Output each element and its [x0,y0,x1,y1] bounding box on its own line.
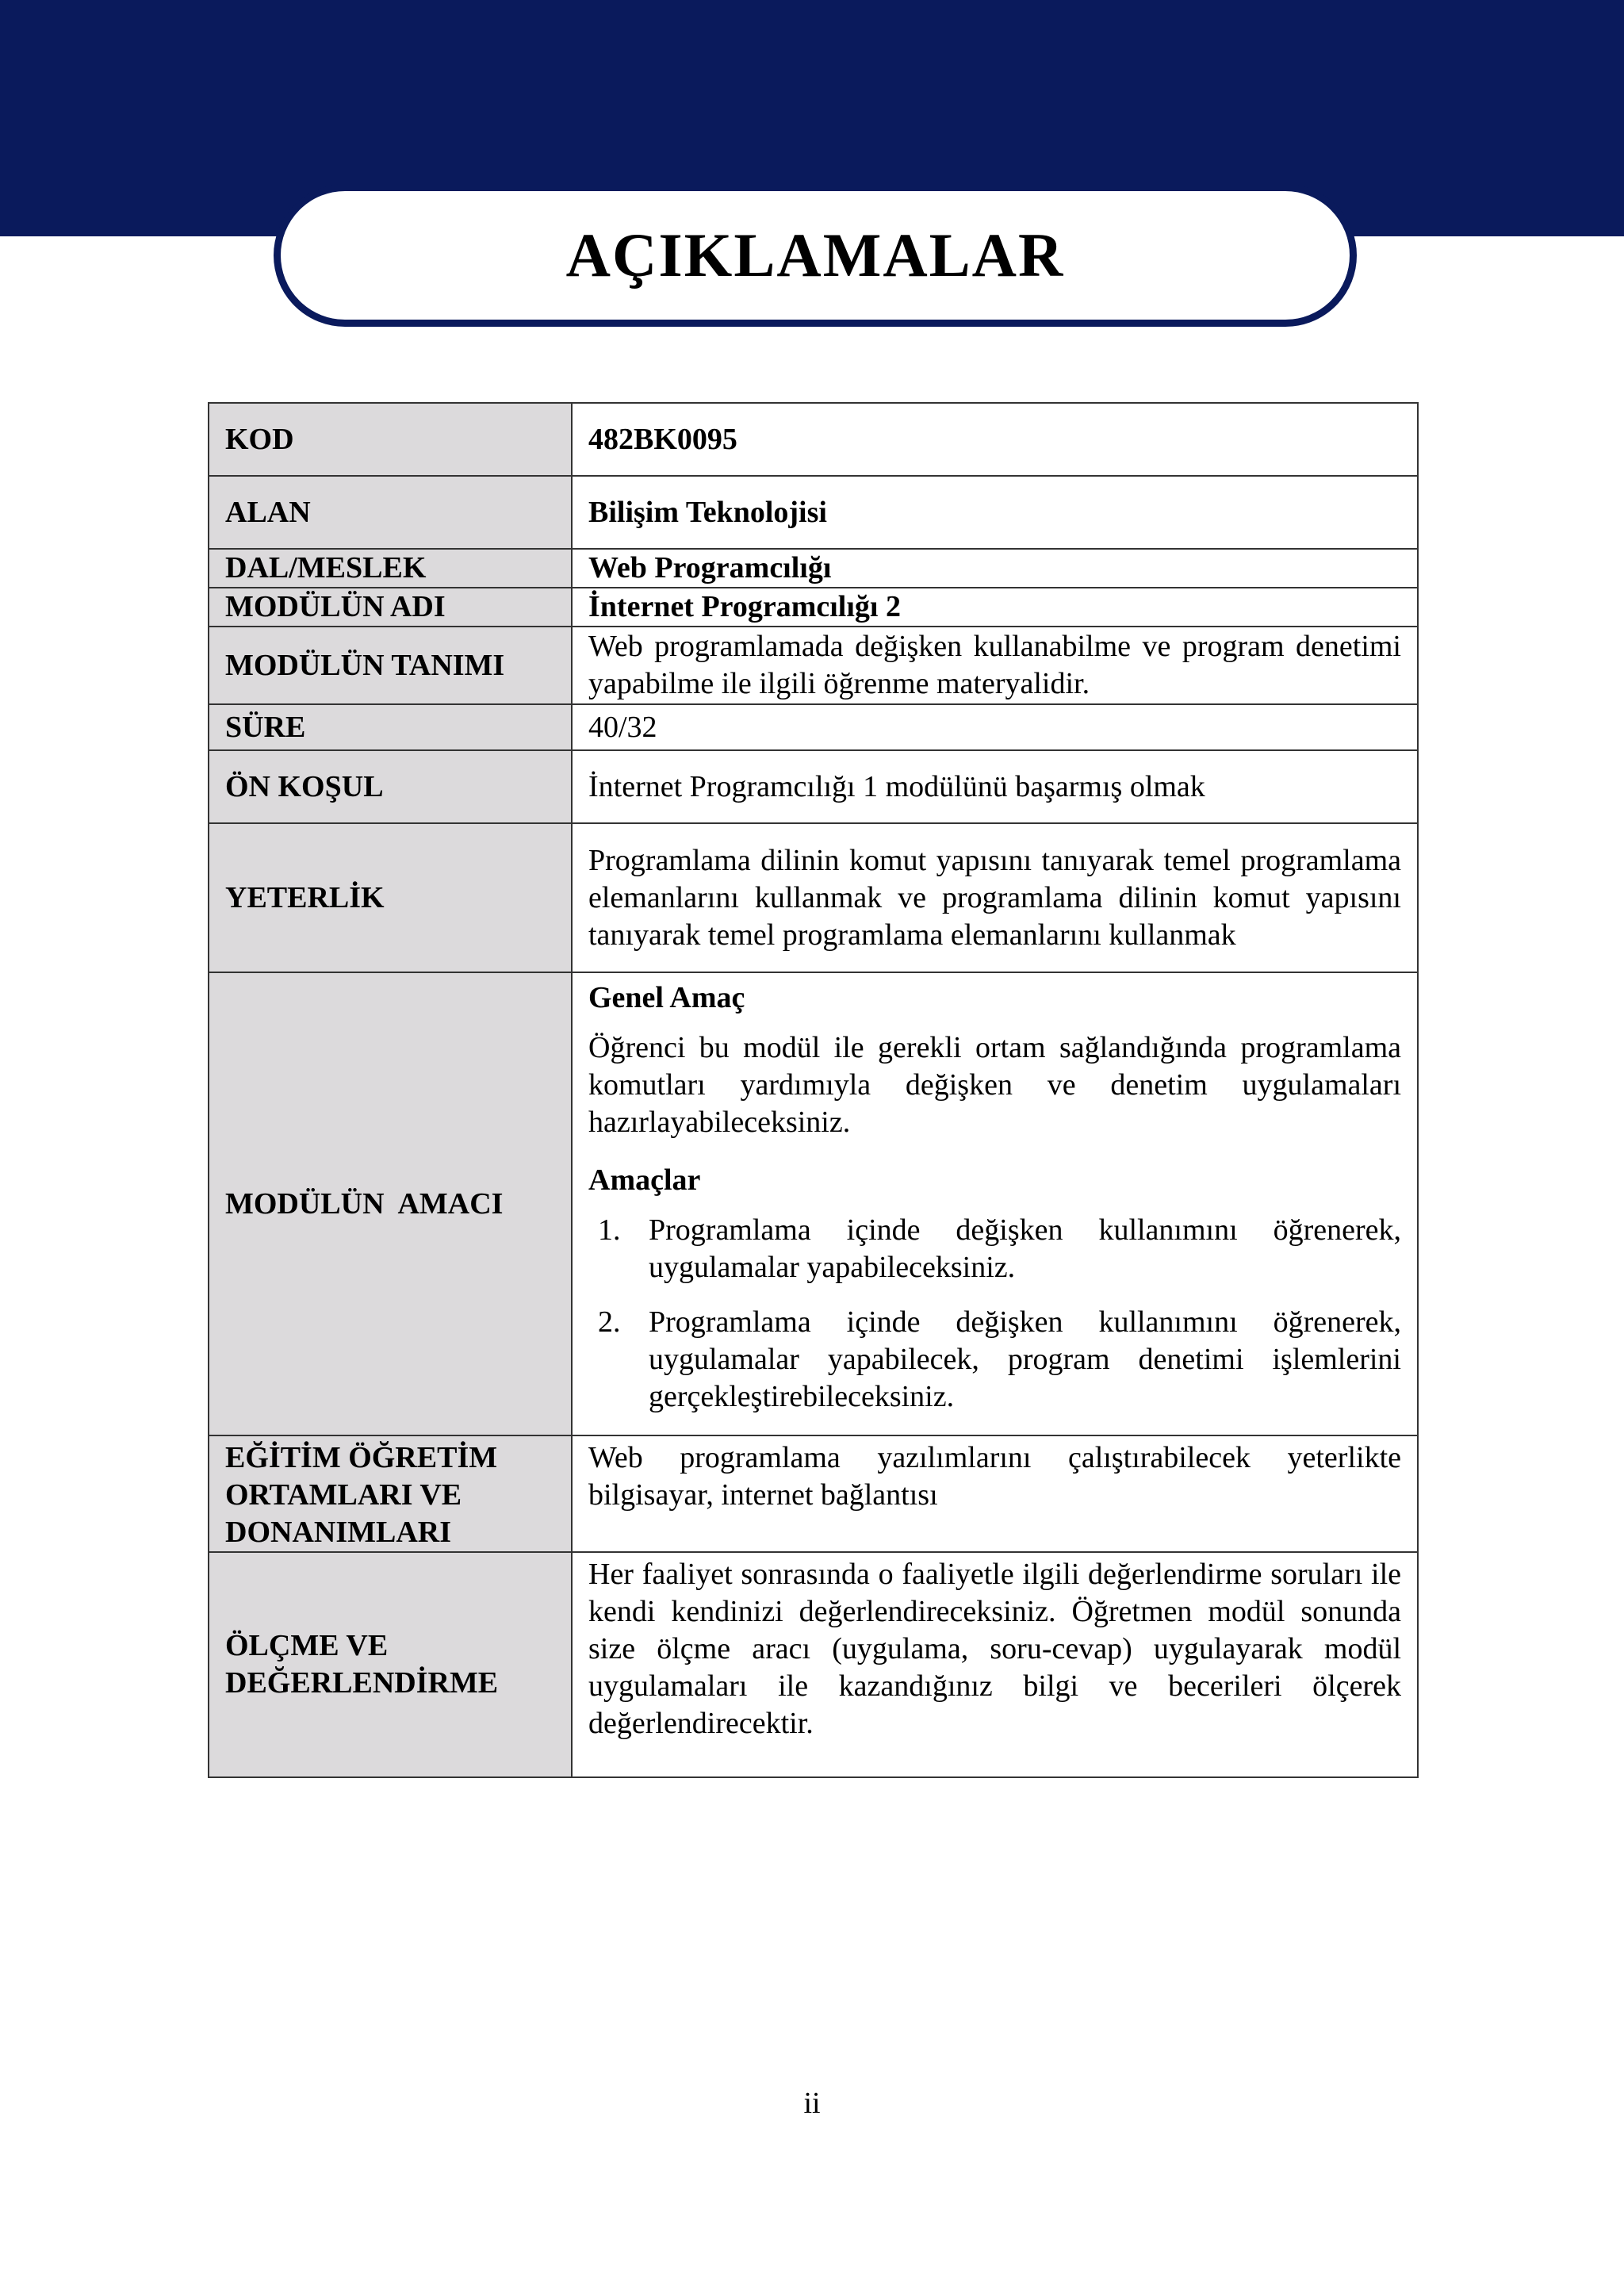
row-label-olcme: ÖLÇME VE DEĞERLENDİRME [209,1552,572,1777]
row-value-tanim: Web programlamada değişken kullanabilme ve program denetimi yapabilme ile ilgili öğrenme materyalidir. [572,627,1418,704]
table-row [209,1435,1418,1552]
row-value-dal: Web Programcılığı [572,549,1418,588]
row-label-kod: KOD [209,403,572,476]
table-row [209,549,1418,588]
module-info-table [208,402,1419,1778]
row-label-sure: SÜRE [209,704,572,750]
row-value-ortamlar: Web programlama yazılımlarını çalıştırabilecek yeterlikte bilgisayar, internet bağlantısı [572,1435,1418,1552]
aim-number: 2. [598,1305,621,1339]
row-value-kod: 482BK0095 [572,403,1418,476]
row-label-ortamlar: EĞİTİM ÖĞRETİM ORTAMLARI VE DONANIMLARI [209,1435,572,1552]
page-number: ii [803,2087,821,2120]
row-label-dal: DAL/MESLEK [209,549,572,588]
aim-text: Programlama içinde değişken kullanımını öğrenerek, uygulamalar yapabilecek, program denetimi işlemlerini gerçekleştirebileceksiniz. [649,1305,1401,1413]
table-row [209,704,1418,750]
aims-list [588,1212,1401,1416]
row-value-on-kosul: İnternet Programcılığı 1 modülünü başarmış olmak [572,750,1418,823]
table-row [209,476,1418,549]
row-label-on-kosul: ÖN KOŞUL [209,750,572,823]
row-value-alan: Bilişim Teknolojisi [572,476,1418,549]
aims-heading: Amaçlar [588,1163,701,1197]
row-value-yeterlik: Programlama dilinin komut yapısını tanıyarak temel programlama elemanlarını kullanmak ve programlama dilinin komut yapısını tanıyarak temel programlama elemanlarını kullanmak [572,823,1418,972]
page-title: AÇIKLAMALAR [565,220,1065,289]
row-value-modul-adi: İnternet Programcılığı 2 [572,588,1418,627]
table-row [209,1552,1418,1777]
list-item [588,1212,1401,1286]
table-row [209,750,1418,823]
table-row [209,972,1418,1435]
table-row [209,627,1418,704]
table-row [209,588,1418,627]
table-row [209,823,1418,972]
row-label-alan: ALAN [209,476,572,549]
aim-text: Programlama içinde değişken kullanımını öğrenerek, uygulamalar yapabileceksiniz. [649,1213,1401,1284]
title-tab [274,184,1357,327]
general-aim-heading: Genel Amaç [588,981,745,1014]
row-label-amac: MODÜLÜN AMACI [209,972,572,1435]
table-row [209,403,1418,476]
aim-number: 1. [598,1213,621,1247]
row-value-sure: 40/32 [572,704,1418,750]
list-item [588,1304,1401,1416]
row-value-amac [572,972,1418,1435]
row-value-olcme: Her faaliyet sonrasında o faaliyetle ilgili değerlendirme soruları ile kendi kendinizi değerlendireceksiniz. Öğretmen modül sonunda size ölçme aracı (uygulama, soru-cevap) uygulayarak modül uygulamaları ile kazandığınız bilgi ve becerileri ölçerek değerlendirecektir. [572,1552,1418,1777]
row-label-tanim: MODÜLÜN TANIMI [209,627,572,704]
row-label-modul-adi: MODÜLÜN ADI [209,588,572,627]
row-label-yeterlik: YETERLİK [209,823,572,972]
general-aim-text: Öğrenci bu modül ile gerekli ortam sağlandığında programlama komutları yardımıyla değişken ve denetim uygulamaları hazırlayabileceksiniz. [588,1031,1401,1139]
